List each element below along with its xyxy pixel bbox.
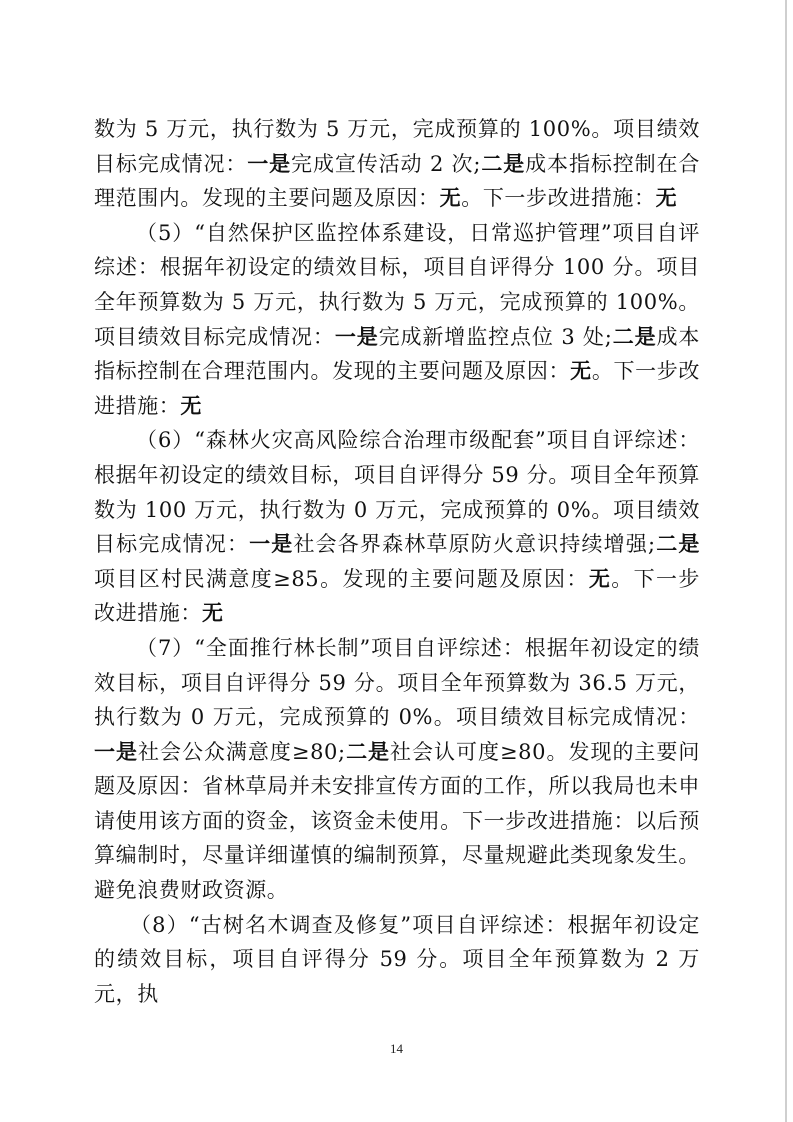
segment-bold: 二是 [481, 151, 526, 176]
paragraph-item-5 [94, 216, 700, 424]
segment: （7）“全面推行林长制”项目自评综述：根据年初设定的绩效目标，项目自评得分 59 分。项目全年预算数为 36.5 万元，执行数为 0 万元，完成预算的 0%。项目绩效目标完成情况： [94, 635, 700, 730]
segment: 。下一步改进措施： [94, 566, 701, 626]
segment: 完成宣传活动 2 次; [291, 151, 482, 176]
segment: 成本指标控制在合理范围内。发现的主要问题及原因： [94, 151, 701, 211]
segment-bold: 无 [202, 601, 224, 626]
paragraph-item-7 [94, 631, 700, 908]
segment-bold: 二是 [345, 739, 391, 764]
segment-bold: 一是 [94, 739, 138, 764]
segment: 。下一步改进措施： [461, 186, 656, 211]
segment: 成本指标控制在合理范围内。发现的主要问题及原因： [94, 324, 701, 384]
segment: 社会认可度≥80。发现的主要问题及原因：省林草局并未安排宣传方面的工作，所以我局也未申请使用该方面的资金，该资金未使用。下一步改进措施：以后预算编制时，尽量详细谨慎的编制预算，尽量规避此类现象发生。避免浪费财政资源。 [94, 739, 700, 903]
page-number: 14 [390, 1041, 403, 1056]
segment: 。下一步改进措施： [94, 359, 701, 418]
segment-bold: 无 [588, 566, 612, 591]
segment-bold: 一是 [247, 151, 292, 176]
scan-edge-line [785, 0, 787, 1122]
segment-bold: 无 [570, 359, 592, 384]
segment-bold: 二是 [612, 324, 657, 349]
segment-bold: 无 [439, 186, 462, 211]
segment: 项目区村民满意度≥85。发现的主要问题及原因： [94, 566, 589, 591]
paragraph-item-6 [94, 423, 700, 631]
segment: 社会各界森林草原防火意识持续增强; [293, 532, 656, 557]
segment-bold: 一是 [334, 324, 379, 349]
segment-bold: 一是 [249, 532, 294, 557]
segment: （5）“自然保护区监控体系建设，日常巡护管理”项目自评综述：根据年初设定的绩效目标，项目自评得分 100 分。项目全年预算数为 5 万元，执行数为 5 万元，完成预算的 100%。项目绩效目标完成情况： [94, 220, 700, 349]
segment: 完成新增监控点位 3 处; [378, 324, 613, 349]
paragraph-continuation [94, 112, 700, 216]
segment-bold: 二是 [655, 532, 701, 557]
segment: （8）“古树名木调查及修复”项目自评综述：根据年初设定的绩效目标，项目自评得分 59 分。项目全年预算数为 2 万元，执 [94, 912, 700, 1006]
paragraph-item-8 [94, 908, 700, 1012]
segment: 社会公众满意度≥80; [137, 739, 346, 764]
body-text [94, 112, 700, 1011]
segment: 数为 5 万元，执行数为 5 万元，完成预算的 100%。项目绩效目标完成情况： [94, 117, 700, 176]
segment-bold: 无 [655, 186, 678, 211]
segment: （6）“森林火灾高风险综合治理市级配套”项目自评综述：根据年初设定的绩效目标，项目自评得分 59 分。项目全年预算数为 100 万元，执行数为 0 万元，完成预算的 0%。项目绩效目标完成情况： [94, 428, 700, 557]
segment-bold: 无 [180, 393, 203, 418]
